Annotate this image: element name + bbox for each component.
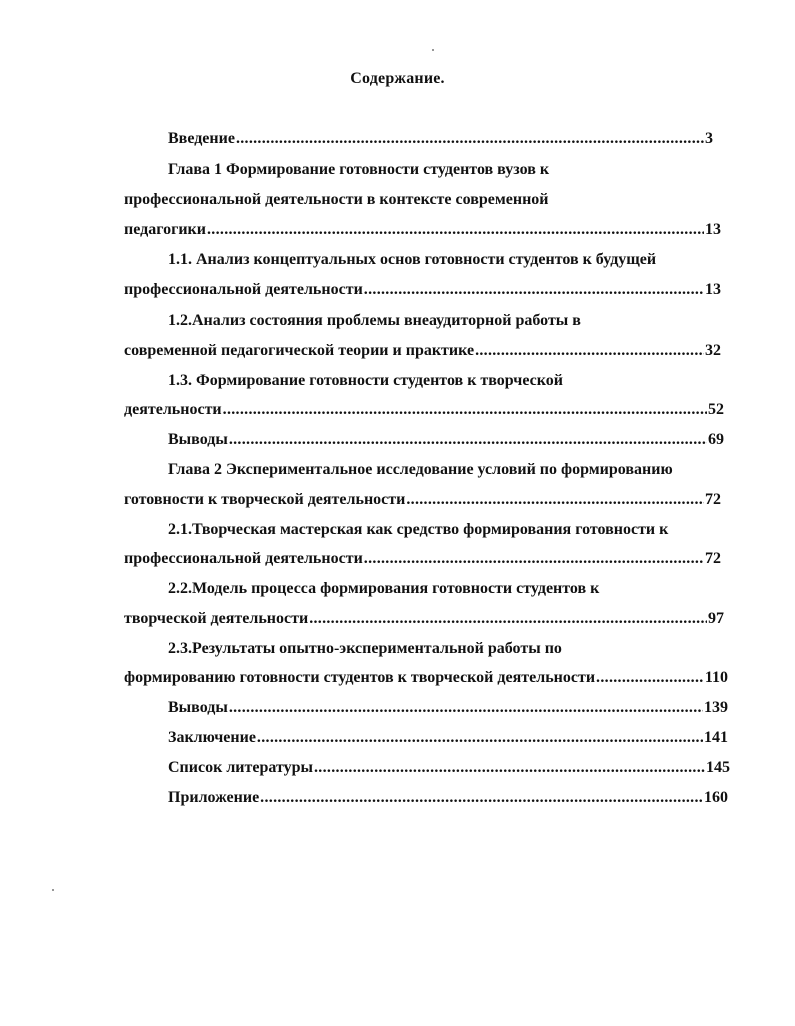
- dot-leader: [475, 341, 704, 361]
- toc-entry-label: профессиональной деятельности: [124, 550, 363, 567]
- toc-entry-page: 69: [708, 431, 724, 448]
- dot-leader: [314, 758, 705, 778]
- toc-entry-label: формированию готовности студентов к творческой деятельности: [124, 669, 596, 686]
- toc-entry-1-3-line1: 1.3. Формирование готовности студентов к творческой: [168, 372, 563, 389]
- toc-entry-label: деятельности: [124, 401, 222, 418]
- toc-entry-1-1: [124, 280, 721, 300]
- toc-entry-2-2-line1: 2.2.Модель процесса формирования готовности студентов к: [168, 580, 600, 597]
- scan-speck: [432, 49, 434, 51]
- toc-entry-label: педагогики: [124, 221, 206, 238]
- toc-entry-page: 97: [708, 610, 724, 627]
- toc-entry-page: 13: [705, 281, 721, 298]
- toc-entry-chapter2: [124, 490, 721, 510]
- toc-entry-page: 141: [704, 729, 728, 746]
- toc-entry-chapter1-line1: Глава 1 Формирование готовности студентов вузов к: [168, 161, 550, 178]
- toc-entry-label: Введение: [168, 130, 235, 147]
- toc-entry-1-2: [124, 341, 721, 361]
- toc-entry-label: современной педагогической теории и практике: [124, 342, 475, 359]
- toc-entry-conclusions-2: [168, 698, 728, 718]
- toc-entry-page: 72: [705, 550, 721, 567]
- toc-entry-label: готовности к творческой деятельности: [124, 491, 406, 508]
- toc-entry-page: 72: [705, 491, 721, 508]
- toc-entry-summary: [168, 728, 728, 748]
- dot-leader: [364, 549, 704, 569]
- toc-entry-label: Заключение: [168, 729, 256, 746]
- toc-entry-page: 160: [704, 789, 728, 806]
- toc-entry-2-3: [124, 668, 728, 688]
- toc-entry-2-1-line1: 2.1.Творческая мастерская как средство формирования готовности к: [168, 521, 669, 538]
- dot-leader: [229, 430, 707, 450]
- toc-entry-2-2: [124, 609, 724, 629]
- toc-entry-label: Выводы: [168, 431, 228, 448]
- toc-entry-label: профессиональной деятельности: [124, 281, 363, 298]
- toc-entry-label: Список литературы: [168, 759, 313, 776]
- scan-speck: [52, 889, 54, 891]
- toc-entry-page: 32: [705, 342, 721, 359]
- toc-entry-page: 139: [704, 699, 728, 716]
- toc-entry-1-1-line1: 1.1. Анализ концептуальных основ готовности студентов к будущей: [168, 251, 657, 268]
- dot-leader: [406, 490, 704, 510]
- toc-entry-2-1: [124, 549, 721, 569]
- toc-entry-page: 13: [705, 221, 721, 238]
- toc-entry-page: 3: [705, 130, 713, 147]
- toc-entry-page: 145: [706, 759, 730, 776]
- toc-entry-chapter2-line1: Глава 2 Экспериментальное исследование условий по формированию: [168, 461, 673, 478]
- toc-entry-appendix: [168, 788, 728, 808]
- toc-title: Содержание.: [350, 70, 445, 87]
- toc-entry-bibliography: [168, 758, 730, 778]
- toc-entry-1-2-line1: 1.2.Анализ состояния проблемы внеаудиторной работы в: [168, 312, 581, 329]
- toc-entry-1-3: [124, 400, 724, 420]
- toc-entry-conclusions-1: [168, 430, 724, 450]
- dot-leader: [257, 728, 703, 748]
- dot-leader: [223, 400, 707, 420]
- toc-entry-page: 52: [708, 401, 724, 418]
- toc-entry-page: 110: [704, 669, 728, 686]
- dot-leader: [260, 788, 703, 808]
- dot-leader: [236, 129, 704, 149]
- dot-leader: [207, 220, 704, 240]
- toc-entry-chapter1-line2: профессиональной деятельности в контексте современной: [124, 191, 549, 208]
- dot-leader: [229, 698, 703, 718]
- dot-leader: [309, 609, 707, 629]
- dot-leader: [596, 668, 704, 688]
- dot-leader: [364, 280, 704, 300]
- toc-entry-introduction: [168, 129, 713, 149]
- toc-entry-2-3-line1: 2.3.Результаты опытно-экспериментальной работы по: [168, 640, 562, 657]
- toc-entry-label: Выводы: [168, 699, 228, 716]
- toc-entry-label: творческой деятельности: [124, 610, 309, 627]
- toc-entry-chapter1: [124, 220, 721, 240]
- toc-entry-label: Приложение: [168, 789, 260, 806]
